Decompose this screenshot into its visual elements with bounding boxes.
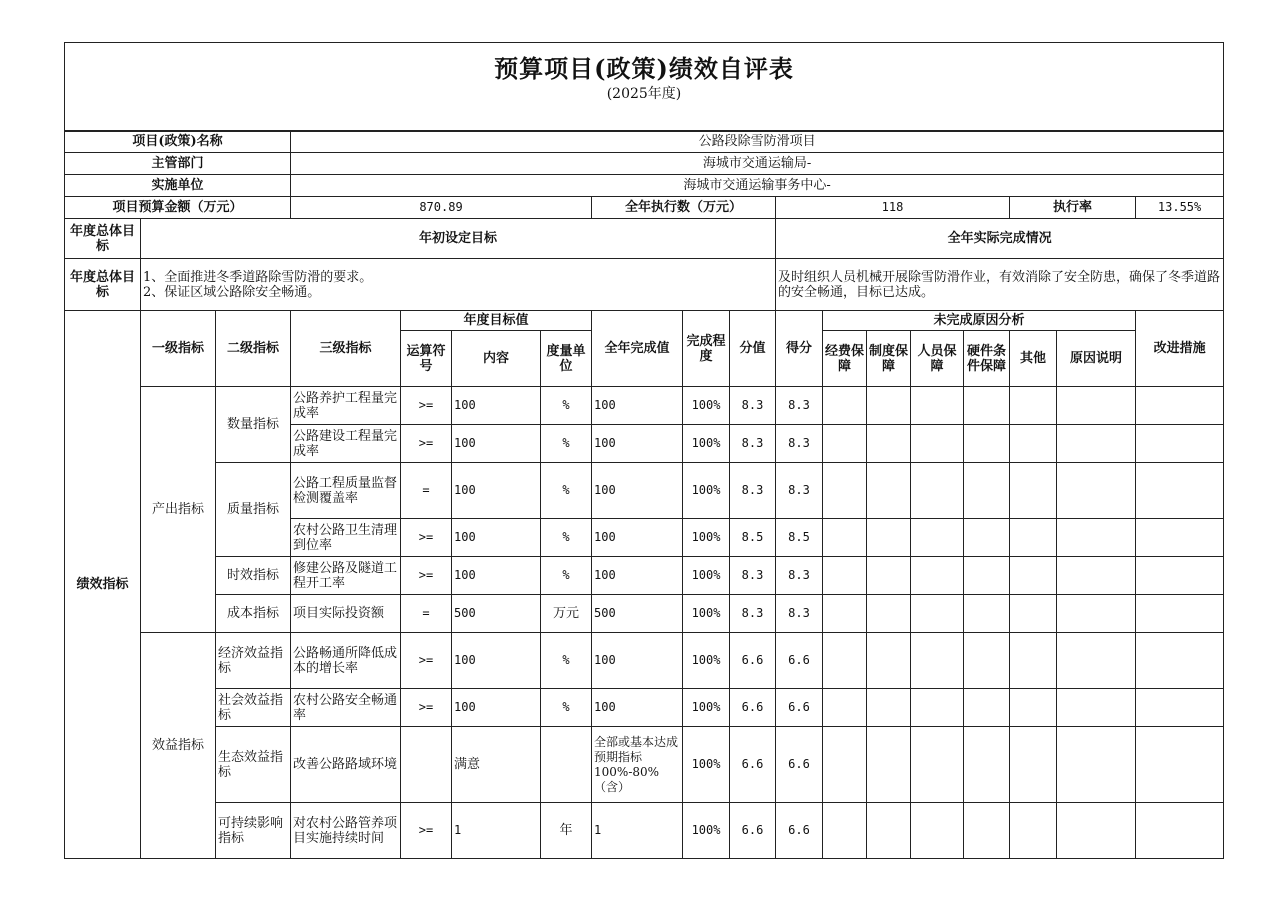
- empty-cell: [1010, 519, 1057, 557]
- unit-cell: %: [541, 463, 592, 519]
- empty-cell: [911, 519, 964, 557]
- exec-rate-label: 执行率: [1010, 197, 1136, 219]
- empty-cell: [867, 595, 911, 633]
- empty-cell: [823, 463, 867, 519]
- evaluation-sheet: [64, 42, 1224, 131]
- empty-cell: [1057, 387, 1136, 425]
- op-cell: >=: [401, 425, 452, 463]
- empty-cell: [823, 727, 867, 803]
- empty-cell: [1136, 633, 1224, 689]
- score-cell: 6.6: [776, 633, 823, 689]
- score-cell: 6.6: [776, 803, 823, 859]
- table-row: [65, 727, 1224, 803]
- level3-cell: 公路畅通所降低成本的增长率: [291, 633, 401, 689]
- col-reason-group: 未完成原因分析: [823, 311, 1136, 331]
- empty-cell: [823, 633, 867, 689]
- empty-cell: [911, 463, 964, 519]
- empty-cell: [964, 519, 1010, 557]
- weight-cell: 8.3: [730, 557, 776, 595]
- level2-cell: 社会效益指标: [216, 689, 291, 727]
- goal-actual-header: 全年实际完成情况: [776, 219, 1224, 259]
- unit-cell: %: [541, 633, 592, 689]
- unit-cell: %: [541, 387, 592, 425]
- goal-set-line-2: 2、保证区域公路除安全畅通。: [143, 284, 321, 300]
- exec-rate-value: 13.55%: [1136, 197, 1224, 219]
- empty-cell: [964, 557, 1010, 595]
- empty-cell: [1010, 425, 1057, 463]
- empty-cell: [1057, 463, 1136, 519]
- degree-cell: 100%: [683, 803, 730, 859]
- weight-cell: 8.3: [730, 463, 776, 519]
- content-cell: 100: [452, 425, 541, 463]
- empty-cell: [1057, 689, 1136, 727]
- col-unit: 度量单位: [541, 331, 592, 387]
- op-cell: >=: [401, 519, 452, 557]
- degree-cell: 100%: [683, 463, 730, 519]
- col-actual: 全年完成值: [592, 311, 683, 387]
- col-improve: 改进措施: [1136, 311, 1224, 387]
- impl-unit-value: 海城市交通运输事务中心-: [291, 175, 1224, 197]
- col-reason-desc: 原因说明: [1057, 331, 1136, 387]
- degree-cell: 100%: [683, 557, 730, 595]
- goal-actual-text: 及时组织人员机械开展除雪防滑作业，有效消除了安全防患，确保了冬季道路的安全畅通，目标已达成。: [776, 259, 1224, 311]
- score-cell: 6.6: [776, 727, 823, 803]
- empty-cell: [964, 595, 1010, 633]
- col-reason-staff: 人员保障: [911, 331, 964, 387]
- col-degree: 完成程度: [683, 311, 730, 387]
- empty-cell: [1010, 557, 1057, 595]
- content-cell: 100: [452, 633, 541, 689]
- empty-cell: [964, 463, 1010, 519]
- score-cell: 8.3: [776, 387, 823, 425]
- empty-cell: [1136, 463, 1224, 519]
- actual-cell: 100: [592, 519, 683, 557]
- content-cell: 100: [452, 463, 541, 519]
- empty-cell: [823, 425, 867, 463]
- unit-cell: %: [541, 689, 592, 727]
- op-cell: >=: [401, 633, 452, 689]
- empty-cell: [911, 595, 964, 633]
- empty-cell: [911, 633, 964, 689]
- empty-cell: [823, 803, 867, 859]
- goal-set-text: [141, 259, 776, 311]
- content-cell: 1: [452, 803, 541, 859]
- level2-cell: 经济效益指标: [216, 633, 291, 689]
- level3-cell: 农村公路卫生清理到位率: [291, 519, 401, 557]
- empty-cell: [1057, 425, 1136, 463]
- col-weight: 分值: [730, 311, 776, 387]
- weight-cell: 8.3: [730, 387, 776, 425]
- unit-cell: %: [541, 557, 592, 595]
- level2-cell: 质量指标: [216, 463, 291, 557]
- goal-header-label: 年度总体目标: [65, 219, 141, 259]
- level2-cell: 可持续影响指标: [216, 803, 291, 859]
- empty-cell: [1057, 595, 1136, 633]
- table-row: [65, 387, 1224, 425]
- content-cell: 满意: [452, 727, 541, 803]
- empty-cell: [964, 387, 1010, 425]
- level2-cell: 成本指标: [216, 595, 291, 633]
- title-block: [65, 43, 1223, 132]
- degree-cell: 100%: [683, 727, 730, 803]
- level3-cell: 公路养护工程量完成率: [291, 387, 401, 425]
- perf-indicator-label: 绩效指标: [65, 311, 141, 859]
- unit-cell: [541, 727, 592, 803]
- empty-cell: [867, 425, 911, 463]
- goal-set-line-1: 1、全面推进冬季道路除雪防滑的要求。: [143, 269, 373, 285]
- empty-cell: [823, 595, 867, 633]
- form-table: [64, 130, 1224, 859]
- empty-cell: [964, 633, 1010, 689]
- unit-cell: %: [541, 519, 592, 557]
- empty-cell: [823, 519, 867, 557]
- empty-cell: [964, 727, 1010, 803]
- degree-cell: 100%: [683, 689, 730, 727]
- empty-cell: [1010, 633, 1057, 689]
- form-body: [64, 130, 1224, 859]
- page-title: 预算项目(政策)绩效自评表: [494, 54, 794, 83]
- weight-cell: 6.6: [730, 689, 776, 727]
- empty-cell: [1136, 595, 1224, 633]
- annual-exec-value: 118: [776, 197, 1010, 219]
- actual-cell: 100: [592, 557, 683, 595]
- op-cell: =: [401, 463, 452, 519]
- op-cell: >=: [401, 387, 452, 425]
- empty-cell: [1136, 519, 1224, 557]
- degree-cell: 100%: [683, 519, 730, 557]
- col-level2: 二级指标: [216, 311, 291, 387]
- empty-cell: [911, 689, 964, 727]
- level2-cell: 时效指标: [216, 557, 291, 595]
- empty-cell: [964, 425, 1010, 463]
- empty-cell: [867, 727, 911, 803]
- table-row: [65, 463, 1224, 519]
- impl-unit-label: 实施单位: [65, 175, 291, 197]
- table-row: [65, 689, 1224, 727]
- name-label: 项目(政策)名称: [65, 131, 291, 153]
- empty-cell: [1010, 689, 1057, 727]
- empty-cell: [1136, 803, 1224, 859]
- table-row: [65, 557, 1224, 595]
- op-cell: >=: [401, 803, 452, 859]
- score-cell: 8.5: [776, 519, 823, 557]
- empty-cell: [823, 689, 867, 727]
- weight-cell: 8.3: [730, 425, 776, 463]
- level2-cell: 数量指标: [216, 387, 291, 463]
- empty-cell: [867, 463, 911, 519]
- empty-cell: [1010, 727, 1057, 803]
- empty-cell: [823, 387, 867, 425]
- empty-cell: [1057, 557, 1136, 595]
- empty-cell: [1010, 803, 1057, 859]
- empty-cell: [1010, 387, 1057, 425]
- empty-cell: [964, 803, 1010, 859]
- degree-cell: 100%: [683, 595, 730, 633]
- actual-cell: 100: [592, 689, 683, 727]
- col-reason-other: 其他: [1010, 331, 1057, 387]
- op-cell: >=: [401, 557, 452, 595]
- empty-cell: [867, 557, 911, 595]
- level1-benefit: 效益指标: [141, 633, 216, 859]
- level3-cell: 修建公路及隧道工程开工率: [291, 557, 401, 595]
- degree-cell: 100%: [683, 387, 730, 425]
- empty-cell: [1057, 633, 1136, 689]
- empty-cell: [1010, 463, 1057, 519]
- col-reason-fund: 经费保障: [823, 331, 867, 387]
- empty-cell: [867, 519, 911, 557]
- empty-cell: [867, 387, 911, 425]
- level3-cell: 项目实际投资额: [291, 595, 401, 633]
- table-row: [65, 633, 1224, 689]
- level3-cell: 公路建设工程量完成率: [291, 425, 401, 463]
- actual-cell: 100: [592, 463, 683, 519]
- score-cell: 8.3: [776, 595, 823, 633]
- col-score: 得分: [776, 311, 823, 387]
- actual-cell: 全部或基本达成预期指标100%-80%（含）: [592, 727, 683, 803]
- score-cell: 8.3: [776, 425, 823, 463]
- level1-output: 产出指标: [141, 387, 216, 633]
- weight-cell: 8.3: [730, 595, 776, 633]
- unit-cell: %: [541, 425, 592, 463]
- table-row: [65, 803, 1224, 859]
- level3-cell: 对农村公路管养项目实施持续时间: [291, 803, 401, 859]
- empty-cell: [911, 803, 964, 859]
- budget-amount-label: 项目预算金额（万元）: [65, 197, 291, 219]
- level3-cell: 公路工程质量监督检测覆盖率: [291, 463, 401, 519]
- level3-cell: 农村公路安全畅通率: [291, 689, 401, 727]
- score-cell: 8.3: [776, 557, 823, 595]
- content-cell: 500: [452, 595, 541, 633]
- col-reason-system: 制度保障: [867, 331, 911, 387]
- empty-cell: [867, 803, 911, 859]
- col-level1: 一级指标: [141, 311, 216, 387]
- goal-set-header: 年初设定目标: [141, 219, 776, 259]
- weight-cell: 6.6: [730, 803, 776, 859]
- content-cell: 100: [452, 557, 541, 595]
- col-op: 运算符号: [401, 331, 452, 387]
- page-subtitle: (2025年度): [606, 86, 682, 102]
- degree-cell: 100%: [683, 425, 730, 463]
- unit-cell: 年: [541, 803, 592, 859]
- col-level3: 三级指标: [291, 311, 401, 387]
- col-target-group: 年度目标值: [401, 311, 592, 331]
- content-cell: 100: [452, 689, 541, 727]
- actual-cell: 500: [592, 595, 683, 633]
- table-row: [65, 595, 1224, 633]
- annual-exec-label: 全年执行数（万元）: [592, 197, 776, 219]
- empty-cell: [1136, 387, 1224, 425]
- content-cell: 100: [452, 387, 541, 425]
- weight-cell: 8.5: [730, 519, 776, 557]
- empty-cell: [1010, 595, 1057, 633]
- empty-cell: [1136, 727, 1224, 803]
- name-value: 公路段除雪防滑项目: [291, 131, 1224, 153]
- actual-cell: 100: [592, 633, 683, 689]
- level2-cell: 生态效益指标: [216, 727, 291, 803]
- degree-cell: 100%: [683, 633, 730, 689]
- empty-cell: [823, 557, 867, 595]
- weight-cell: 6.6: [730, 633, 776, 689]
- content-cell: 100: [452, 519, 541, 557]
- op-cell: >=: [401, 689, 452, 727]
- dept-value: 海城市交通运输局-: [291, 153, 1224, 175]
- score-cell: 6.6: [776, 689, 823, 727]
- level3-cell: 改善公路路域环境: [291, 727, 401, 803]
- empty-cell: [911, 557, 964, 595]
- empty-cell: [1136, 425, 1224, 463]
- col-content: 内容: [452, 331, 541, 387]
- empty-cell: [911, 387, 964, 425]
- empty-cell: [867, 689, 911, 727]
- op-cell: =: [401, 595, 452, 633]
- empty-cell: [1057, 519, 1136, 557]
- actual-cell: 1: [592, 803, 683, 859]
- empty-cell: [911, 727, 964, 803]
- col-reason-hardware: 硬件条件保障: [964, 331, 1010, 387]
- empty-cell: [1057, 803, 1136, 859]
- actual-cell: 100: [592, 387, 683, 425]
- op-cell: [401, 727, 452, 803]
- empty-cell: [911, 425, 964, 463]
- empty-cell: [1057, 727, 1136, 803]
- empty-cell: [867, 633, 911, 689]
- weight-cell: 6.6: [730, 727, 776, 803]
- score-cell: 8.3: [776, 463, 823, 519]
- empty-cell: [1136, 557, 1224, 595]
- empty-cell: [964, 689, 1010, 727]
- actual-cell: 100: [592, 425, 683, 463]
- dept-label: 主管部门: [65, 153, 291, 175]
- goal-row-label: 年度总体目标: [65, 259, 141, 311]
- unit-cell: 万元: [541, 595, 592, 633]
- empty-cell: [1136, 689, 1224, 727]
- budget-amount-value: 870.89: [291, 197, 592, 219]
